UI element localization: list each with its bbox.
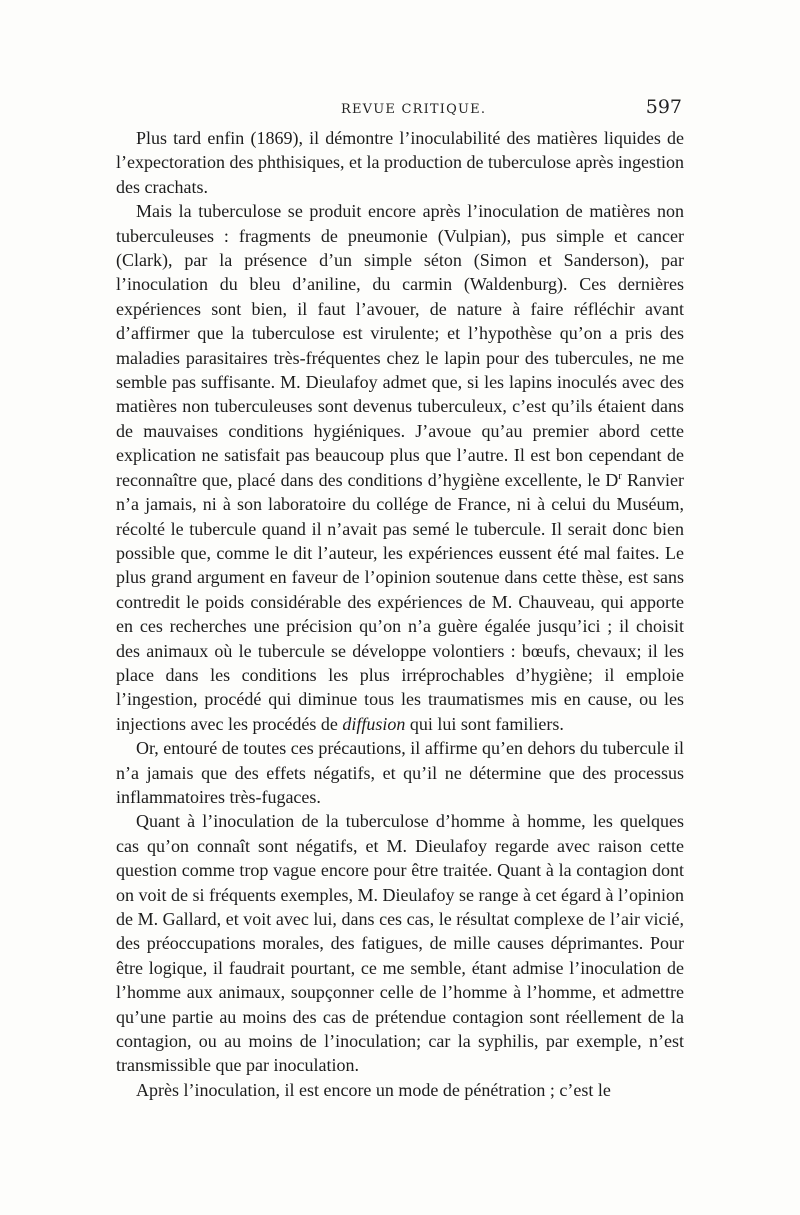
doctor-abbrev-sup: r: [618, 469, 622, 482]
paragraph-5: Après l’inoculation, il est encore un mode de pénétration ; c’est le: [136, 1079, 611, 1100]
paragraph-2-part-a: Mais la tuberculose se produit encore après l’inoculation de matières non tuberculeuses : fragments de pneumonie (Vulpian), pus simple et cancer (Clark), par la présence d’un simple séton (Simon et Sanderson), par l’inoculation du bleu d’aniline, du carmin (Waldenburg). Ces dernières expériences sont bien, il faut l’avouer, de nature à faire réfléchir avant d’affirmer que la tuberculose est virulente; et l’hypothèse qu’on a pris des maladies parasitaires très-fréquentes chez le lapin pour des tubercules, ne me semble pas suffisante. M. Dieulafoy admet que, si les lapins inoculés avec des matières non tuberculeuses sont devenus tuberculeux, c’est qu’ils étaient dans de mauvaises conditions hygiéniques. J’avoue qu’au premier abord cette explication ne satisfait pas beaucoup plus que l’autre. Il est bon cependant de reconnaître que, placé dans des conditions d’hygiène excellente, le D: [116, 201, 684, 490]
paragraph-1: Plus tard enfin (1869), il démontre l’inoculabilité des matières liquides de l’expectoration des phthisiques, et la production de tuberculose après ingestion des crachats.: [116, 128, 684, 197]
paragraph-4: Quant à l’inoculation de la tuberculose d’homme à homme, les quelques cas qu’on connaît sont négatifs, et M. Dieulafoy regarde avec raison cette question comme trop vague encore pour être traitée. Quant à la contagion dont on voit de si fréquents exemples, M. Dieulafoy se range à cet égard à l’opinion de M. Gallard, et voit avec lui, dans ces cas, le résultat complexe de l’air vicié, des préoccupations morales, des fatigues, de mille causes déprimantes. Pour être logique, il faudrait pourtant, ce me semble, étant admise l’inoculation de l’homme aux animaux, soupçonner celle de l’homme à l’homme, et admettre qu’une partie au moins des cas de prétendue contagion sont réellement de la contagion, ou au moins de l’inoculation; car la syphilis, par exemple, n’est transmissible que par inoculation.: [116, 811, 684, 1076]
page-number: 597: [645, 96, 682, 118]
body-text: [116, 126, 684, 1102]
italic-diffusion: diffusion: [342, 713, 406, 734]
paragraph-2-part-b: Ranvier n’a jamais, ni à son laboratoire du collége de France, ni à celui du Muséum, récolté le tubercule quand il n’avait pas semé le tubercule. Il serait donc bien possible que, comme le dit l’auteur, les expériences eussent été mal faites. Le plus grand argument en faveur de l’opinion soutenue dans cette thèse, est sans contredit le poids considérable des expériences de M. Chauveau, qui apporte en ces recherches une précision qu’on n’a guère égalée jusqu’ici ; il choisit des animaux où le tubercule se développe volontiers : bœufs, chevaux; il les place dans les conditions les plus irréprochables d’hygiène; il emploie l’ingestion, procédé qui diminue tous les traumatismes mis en cause, ou les injections avec les procédés de: [116, 469, 684, 734]
page-header: [116, 96, 682, 120]
paragraph-2-part-c: qui lui sont familiers.: [405, 713, 564, 734]
paragraph-2: [116, 199, 684, 736]
running-title: REVUE CRITIQUE.: [341, 102, 487, 117]
paragraph-3: Or, entouré de toutes ces précautions, il affirme qu’en dehors du tubercule il n’a jamais que des effets négatifs, et qu’il ne détermine que des processus inflammatoires très-fugaces.: [116, 738, 684, 807]
